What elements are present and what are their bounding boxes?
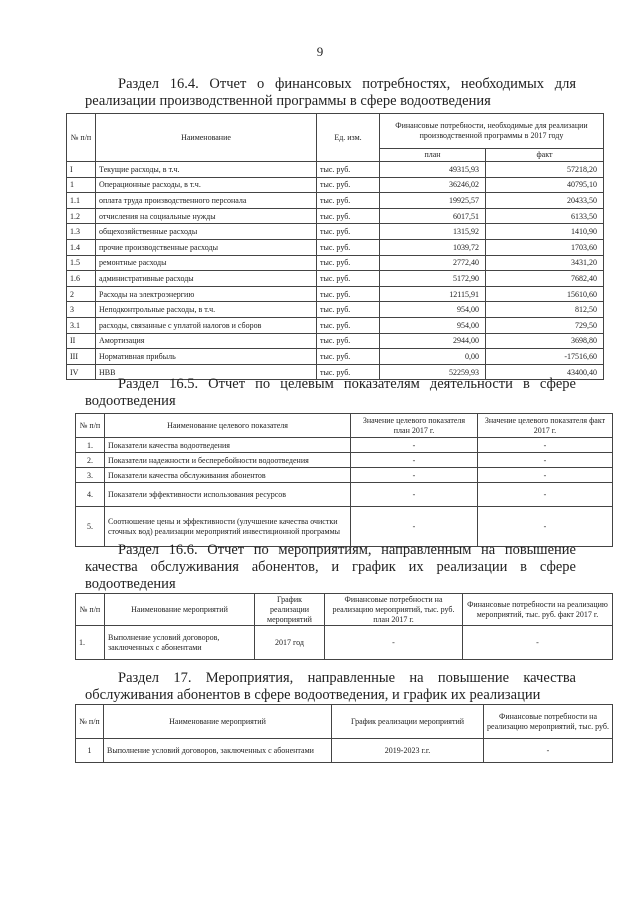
- table-row: [76, 739, 613, 763]
- table-row: [67, 271, 604, 287]
- col-plan-header: план: [380, 149, 486, 162]
- row-plan: 954,00: [380, 317, 486, 333]
- row-number: 3.1: [67, 317, 96, 333]
- table-row: [76, 438, 613, 453]
- row-name: прочие производственные расходы: [96, 239, 317, 255]
- row-number: I: [67, 162, 96, 178]
- row-number: 1.: [76, 438, 105, 453]
- col-name-header: Наименование: [96, 114, 317, 162]
- row-name: Показатели эффективности использования ресурсов: [105, 483, 351, 507]
- section-16-6-heading-line3: водоотведения: [85, 576, 176, 592]
- row-plan: -: [351, 483, 478, 507]
- row-unit: тыс. руб.: [317, 286, 380, 302]
- section-16-4-table: [66, 113, 604, 380]
- row-fact: -: [478, 468, 613, 483]
- row-schedule: 2019-2023 г.г.: [332, 739, 484, 763]
- table-row: [67, 224, 604, 240]
- table-row: [76, 626, 613, 660]
- row-plan: 1039,72: [380, 239, 486, 255]
- row-plan: 0,00: [380, 349, 486, 365]
- row-unit: тыс. руб.: [317, 271, 380, 287]
- row-fact: -: [478, 507, 613, 547]
- row-fact: -: [478, 438, 613, 453]
- row-plan: -: [351, 453, 478, 468]
- row-fact: -: [478, 483, 613, 507]
- row-plan: -: [351, 507, 478, 547]
- row-fact: 729,50: [486, 317, 604, 333]
- row-name: Показатели качества обслуживания абонентов: [105, 468, 351, 483]
- row-plan: 954,00: [380, 302, 486, 318]
- table-row: [76, 453, 613, 468]
- table-row: [67, 162, 604, 178]
- row-number: 1.4: [67, 239, 96, 255]
- col-fact-header: Значение целевого показателя факт 2017 г.: [478, 414, 613, 438]
- row-name: Соотношение цены и эффективности (улучшение качества очистки сточных вод) реализации мероприятий инвестиционной программы: [105, 507, 351, 547]
- row-name: оплата труда производственного персонала: [96, 193, 317, 209]
- col-unit-header: Ед. изм.: [317, 114, 380, 162]
- row-fact: 1703,60: [486, 239, 604, 255]
- section-16-6-table: [75, 593, 613, 660]
- row-number: 1: [67, 177, 96, 193]
- table-row: [67, 317, 604, 333]
- row-name: административные расходы: [96, 271, 317, 287]
- col-plan-header: Финансовые потребности на реализацию мероприятий, тыс. руб. план 2017 г.: [325, 594, 463, 626]
- row-fact: -: [463, 626, 613, 660]
- section-16-6-heading-line1: Раздел 16.6. Отчет по мероприятиям, направленным на повышение: [118, 542, 576, 558]
- row-unit: тыс. руб.: [317, 239, 380, 255]
- row-unit: тыс. руб.: [317, 364, 380, 380]
- row-name: Выполнение условий договоров, заключенных с абонентами: [105, 626, 255, 660]
- row-number: IV: [67, 364, 96, 380]
- col-fin-header: Финансовые потребности, необходимые для реализации производственной программы в 2017 году: [380, 114, 604, 149]
- row-name: Амортизация: [96, 333, 317, 349]
- col-fin-header: Финансовые потребности на реализацию мероприятий, тыс. руб.: [484, 705, 613, 739]
- row-number: 1: [76, 739, 104, 763]
- row-number: 1.6: [67, 271, 96, 287]
- table-row: [67, 239, 604, 255]
- row-unit: тыс. руб.: [317, 224, 380, 240]
- row-plan: 5172,90: [380, 271, 486, 287]
- row-number: 5.: [76, 507, 105, 547]
- col-fact-header: факт: [486, 149, 604, 162]
- row-plan: 36246,02: [380, 177, 486, 193]
- row-plan: -: [325, 626, 463, 660]
- table-row: [67, 333, 604, 349]
- row-name: Операционные расходы, в т.ч.: [96, 177, 317, 193]
- row-name: Показатели надежности и бесперебойности водоотведения: [105, 453, 351, 468]
- row-number: 2.: [76, 453, 105, 468]
- col-name-header: Наименование мероприятий: [105, 594, 255, 626]
- row-name: общехозяйственные расходы: [96, 224, 317, 240]
- row-number: 2: [67, 286, 96, 302]
- col-num-header: № п/п: [76, 705, 104, 739]
- row-fact: 3431,20: [486, 255, 604, 271]
- table-row: [76, 483, 613, 507]
- row-number: 4.: [76, 483, 105, 507]
- row-fact: 3698,80: [486, 333, 604, 349]
- row-name: Выполнение условий договоров, заключенных с абонентами: [104, 739, 332, 763]
- row-name: отчисления на социальные нужды: [96, 208, 317, 224]
- section-16-4-heading-line2: реализации производственной программы в сфере водоотведения: [85, 93, 491, 109]
- row-unit: тыс. руб.: [317, 177, 380, 193]
- table-row: [67, 177, 604, 193]
- row-plan: 2944,00: [380, 333, 486, 349]
- col-schedule-header: График реализации мероприятий: [255, 594, 325, 626]
- page-number: 9: [316, 44, 324, 59]
- col-name-header: Наименование мероприятий: [104, 705, 332, 739]
- table-row: [76, 468, 613, 483]
- section-16-5-table: [75, 413, 613, 547]
- row-number: 1.5: [67, 255, 96, 271]
- row-unit: тыс. руб.: [317, 255, 380, 271]
- row-plan: 6017,51: [380, 208, 486, 224]
- row-number: III: [67, 349, 96, 365]
- row-plan: 1315,92: [380, 224, 486, 240]
- section-16-4-heading-line1: Раздел 16.4. Отчет о финансовых потребностях, необходимых для: [118, 76, 576, 92]
- row-unit: тыс. руб.: [317, 349, 380, 365]
- section-17-table: [75, 704, 613, 763]
- table-row: [67, 349, 604, 365]
- row-plan: 2772,40: [380, 255, 486, 271]
- row-fact: 20433,50: [486, 193, 604, 209]
- row-name: Текущие расходы, в т.ч.: [96, 162, 317, 178]
- row-plan: 19925,57: [380, 193, 486, 209]
- row-unit: тыс. руб.: [317, 333, 380, 349]
- section-16-6-heading-line2: качества обслуживания абонентов, и график их реализации в сфере: [85, 559, 576, 575]
- row-name: Нормативная прибыль: [96, 349, 317, 365]
- row-unit: тыс. руб.: [317, 302, 380, 318]
- row-number: II: [67, 333, 96, 349]
- col-plan-header: Значение целевого показателя план 2017 г.: [351, 414, 478, 438]
- row-number: 1.2: [67, 208, 96, 224]
- table-row: [67, 255, 604, 271]
- row-schedule: 2017 год: [255, 626, 325, 660]
- row-fact: 7682,40: [486, 271, 604, 287]
- row-number: 3: [67, 302, 96, 318]
- row-fact: -: [478, 453, 613, 468]
- table-row: [67, 193, 604, 209]
- row-number: 3.: [76, 468, 105, 483]
- row-fact: 43400,40: [486, 364, 604, 380]
- row-name: расходы, связанные с уплатой налогов и сборов: [96, 317, 317, 333]
- row-fact: 40795,10: [486, 177, 604, 193]
- row-number: 1.: [76, 626, 105, 660]
- row-plan: 52259,93: [380, 364, 486, 380]
- row-fin: -: [484, 739, 613, 763]
- row-fact: 15610,60: [486, 286, 604, 302]
- col-name-header: Наименование целевого показателя: [105, 414, 351, 438]
- section-16-5-heading-line1: Раздел 16.5. Отчет по целевым показателям деятельности в сфере: [118, 376, 576, 392]
- col-num-header: № п/п: [67, 114, 96, 162]
- col-schedule-header: График реализации мероприятий: [332, 705, 484, 739]
- col-num-header: № п/п: [76, 594, 105, 626]
- row-plan: -: [351, 438, 478, 453]
- row-unit: тыс. руб.: [317, 193, 380, 209]
- row-plan: 49315,93: [380, 162, 486, 178]
- row-fact: 57218,20: [486, 162, 604, 178]
- col-num-header: № п/п: [76, 414, 105, 438]
- row-fact: 1410,90: [486, 224, 604, 240]
- section-16-5-heading-line2: водоотведения: [85, 393, 176, 409]
- row-fact: 812,50: [486, 302, 604, 318]
- table-row: [67, 208, 604, 224]
- table-row: [67, 286, 604, 302]
- row-name: ремонтные расходы: [96, 255, 317, 271]
- row-name: НВВ: [96, 364, 317, 380]
- row-fact: -17516,60: [486, 349, 604, 365]
- row-name: Неподконтрольные расходы, в т.ч.: [96, 302, 317, 318]
- row-number: 1.3: [67, 224, 96, 240]
- row-unit: тыс. руб.: [317, 162, 380, 178]
- row-unit: тыс. руб.: [317, 317, 380, 333]
- section-17-heading-line2: обслуживания абонентов в сфере водоотведения, и график их реализации: [85, 687, 541, 703]
- row-name: Показатели качества водоотведения: [105, 438, 351, 453]
- row-plan: 12115,91: [380, 286, 486, 302]
- section-17-heading-line1: Раздел 17. Мероприятия, направленные на повышение качества: [118, 670, 576, 686]
- row-number: 1.1: [67, 193, 96, 209]
- row-unit: тыс. руб.: [317, 208, 380, 224]
- row-plan: -: [351, 468, 478, 483]
- table-row: [67, 302, 604, 318]
- row-name: Расходы на электроэнергию: [96, 286, 317, 302]
- table-row: [76, 507, 613, 547]
- col-fact-header: Финансовые потребности на реализацию мероприятий, тыс. руб. факт 2017 г.: [463, 594, 613, 626]
- row-fact: 6133,50: [486, 208, 604, 224]
